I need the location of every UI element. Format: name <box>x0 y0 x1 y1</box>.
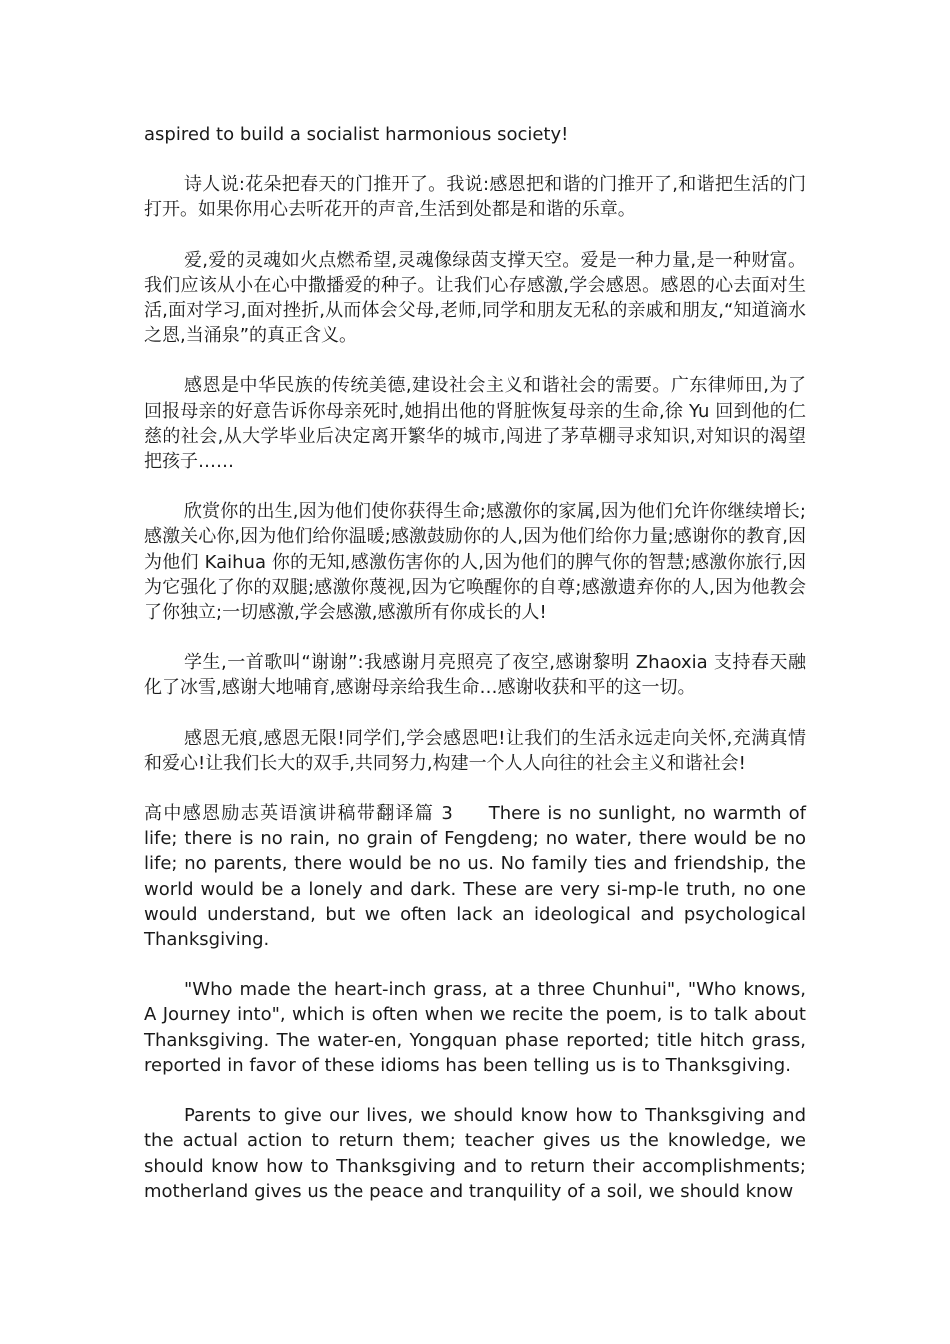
paragraph-closing: 感恩无痕,感恩无限!同学们,学会感恩吧!让我们的生活永远走向关怀,充满真情和爱心!让我们长大的双手,共同努力,构建一个人人向往的社会主义和谐社会! <box>144 727 806 774</box>
section-first-text: There is no sunlight, no warmth of life; there is no rain, no grain of Fengdeng; no water, there would be no life; no parents, there would be no us. No family ties and friendship, the world would be a lonely and dark. These are very si-mp-le truth, no one would understand, but we often lack an ideological and psychological Thanksgiving. <box>144 803 806 951</box>
paragraph-love: 爱,爱的灵魂如火点燃希望,灵魂像绿茵支撑天空。爱是一种力量,是一种财富。我们应该从小在心中撒播爱的种子。让我们心存感激,学会感恩。感恩的心去面对生活,面对学习,面对挫折,从而体会父母,老师,同学和朋友无私的亲戚和朋友,“知道滴水之恩,当涌泉”的真正含义。 <box>144 249 806 347</box>
paragraph-tradition: 感恩是中华民族的传统美德,建设社会主义和谐社会的需要。广东律师田,为了回报母亲的好意告诉你母亲死时,她捐出他的肾脏恢复母亲的生命,徐 Yu 回到他的仁慈的社会,从大学毕业后决定离开繁华的城市,闯进了茅草棚寻求知识,对知识的渴望把孩子…… <box>144 375 806 473</box>
document-page <box>144 122 806 1229</box>
paragraph-parents: Parents to give our lives, we should know how to Thanksgiving and the actual action to return them; teacher gives us the knowledge, we should know how to Thanksgiving and to return their accomplishments; motherland gives us the peace and tranquility of a soil, we should know <box>144 1105 806 1202</box>
paragraph-continuation: aspired to build a socialist harmonious society! <box>144 124 569 145</box>
paragraph-poet: 诗人说:花朵把春天的门推开了。我说:感恩把和谐的门推开了,和谐把生活的门打开。如果你用心去听花开的声音,生活到处都是和谐的乐章。 <box>144 174 806 221</box>
paragraph-poem: "Who made the heart-inch grass, at a three Chunhui", "Who knows, A Journey into", which is often when we recite the poem, is to talk about Thanksgiving. The water-en, Yongquan phase reported; title hitch grass, reported in favor of these idioms has been telling us is to Thanksgiving. <box>144 979 806 1076</box>
section-heading: 高中感恩励志英语演讲稿带翻译篇 3 <box>144 803 453 825</box>
paragraph-appreciate: 欣赏你的出生,因为他们使你获得生命;感激你的家属,因为他们允许你继续增长;感激关心你,因为他们给你温暖;感激鼓励你的人,因为他们给你力量;感谢你的教育,因为他们 Kaihua 你的无知,感激伤害你的人,因为他们的脾气你的智慧;感激你旅行,因为它强化了你的双腿;感激你蔑视,因为它唤醒你的自尊;感激遗弃你的人,因为他教会了你独立;一切感激,学会感激,感激所有你成长的人! <box>144 501 806 624</box>
paragraph-song: 学生,一首歌叫“谢谢”:我感谢月亮照亮了夜空,感谢黎明 Zhaoxia 支持春天融化了冰雪,感谢大地哺育,感谢母亲给我生命…感谢收获和平的这一切。 <box>144 652 806 699</box>
section-3-paragraph <box>144 801 806 952</box>
